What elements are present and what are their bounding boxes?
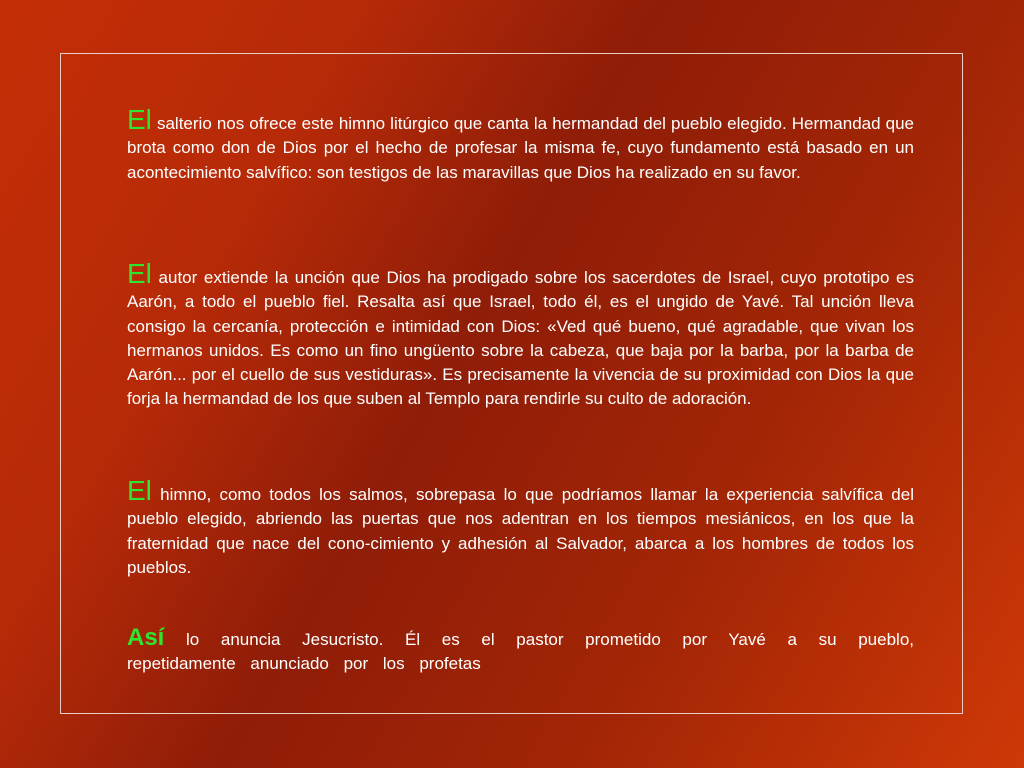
paragraph-3 xyxy=(127,475,914,580)
paragraph-1-lead: El xyxy=(127,104,152,135)
paragraph-2 xyxy=(127,258,914,412)
paragraph-2-text: autor extiende la unción que Dios ha prodigado sobre los sacerdotes de Israel, cuyo prototipo es Aarón, a todo el pueblo fiel. Resalta así que Israel, todo él, es el ungido de Yavé. Tal unción lleva consigo la cercanía, protección e intimidad con Dios: «Ved qué bueno, qué agradable, que vivan los hermanos unidos. Es como un fino ungüento sobre la cabeza, que baja por la barba, por la barba de Aarón... por el cuello de sus vestiduras». Es precisamente la vivencia de su proximidad con Dios la que forja la hermandad de los que suben al Templo para rendirle su culto de adoración. xyxy=(127,268,914,409)
paragraph-3-text: himno, como todos los salmos, sobrepasa lo que podríamos llamar la experiencia salvífica del pueblo elegido, abriendo las puertas que nos adentran en los tiempos mesiánicos, en los que la fraternidad que nace del cono-cimiento y adhesión al Salvador, abarca a los hombres de todos los pueblos. xyxy=(127,485,914,577)
paragraph-4-lead: Así xyxy=(127,624,165,651)
paragraph-1 xyxy=(127,104,914,185)
paragraph-2-lead: El xyxy=(127,258,152,289)
paragraph-1-text: salterio nos ofrece este himno litúrgico que canta la hermandad del pueblo elegido. Hermandad que brota como don de Dios por el hecho de profesar la misma fe, cuyo fundamento está basado en un acontecimiento salvífico: son testigos de las maravillas que Dios ha realizado en su favor. xyxy=(127,114,914,182)
paragraph-4 xyxy=(127,626,914,677)
paragraph-3-lead: El xyxy=(127,475,152,506)
paragraph-4-text: lo anuncia Jesucristo. Él es el pastor prometido por Yavé a su pueblo, repetidamente anunciado por los profetas xyxy=(127,630,914,674)
